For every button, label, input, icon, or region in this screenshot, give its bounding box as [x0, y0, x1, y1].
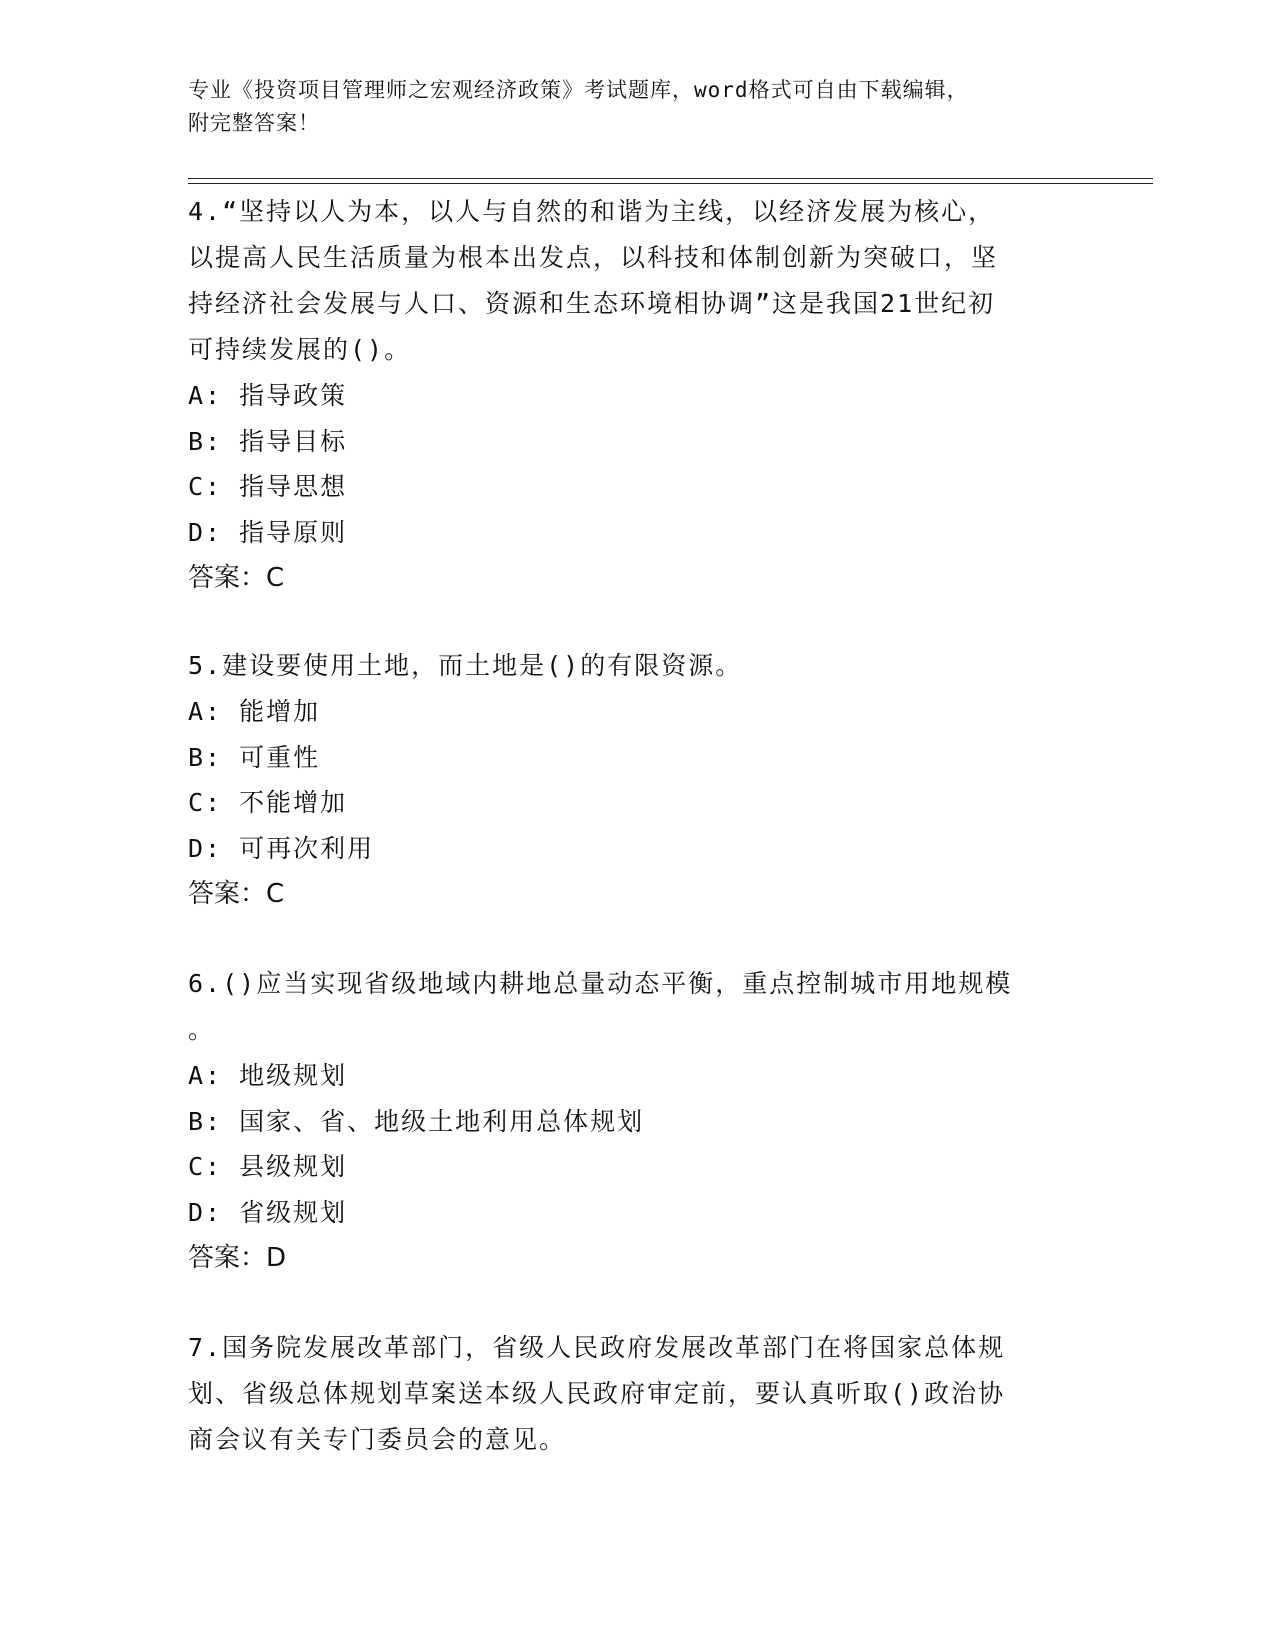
stem-line: 5.建设要使用土地，而土地是()的有限资源。: [188, 651, 743, 680]
answer: 答案：C: [188, 563, 285, 593]
option-c: C: 指导思想: [188, 472, 348, 501]
stem-line: 以提高人民生活质量为根本出发点，以科技和体制创新为突破口，坚: [188, 243, 999, 272]
divider-bottom: [188, 183, 1153, 184]
option-b: B: 指导目标: [188, 426, 348, 456]
stem-line: 持经济社会发展与人口、资源和生态环境相协调”这是我国21世纪初: [188, 289, 996, 318]
option-a: A: 能增加: [188, 697, 321, 726]
option-b: B: 可重性: [188, 742, 321, 772]
header-note-line: 专业《投资项目管理师之宏观经济政策》考试题库，word格式可自由下载编辑，: [188, 78, 969, 102]
stem-line: 6.()应当实现省级地域内耕地总量动态平衡，重点控制城市用地规模: [188, 969, 1013, 998]
question-stem: [188, 643, 1088, 689]
option-b: B: 国家、省、地级土地利用总体规划: [188, 1106, 645, 1136]
option-c: C: 不能增加: [188, 788, 348, 817]
stem-line: 7.国务院发展改革部门，省级人民政府发展改革部门在将国家总体规: [188, 1333, 1006, 1362]
header-note-line: 附完整答案！: [188, 111, 320, 135]
option-d: D: 省级规划: [188, 1197, 348, 1227]
question-7: [188, 1325, 1088, 1463]
question-6: [188, 961, 1088, 1281]
question-4: [188, 189, 1088, 601]
answer: 答案：C: [188, 879, 285, 909]
question-stem: [188, 1325, 1088, 1463]
option-c: C: 县级规划: [188, 1152, 348, 1181]
answer: 答案：D: [188, 1243, 287, 1273]
question-stem: [188, 961, 1088, 1053]
stem-line: 划、省级总体规划草案送本级人民政府审定前，要认真听取()政治协: [188, 1379, 1006, 1408]
question-stem: [188, 189, 1088, 373]
option-d: D: 指导原则: [188, 517, 348, 547]
option-a: A: 指导政策: [188, 381, 348, 410]
stem-line: 可持续发展的()。: [188, 335, 412, 364]
header-note: [188, 74, 1068, 140]
divider-top: [188, 178, 1153, 179]
question-5: [188, 643, 1088, 917]
stem-line: 4.“坚持以人为本，以人与自然的和谐为主线，以经济发展为核心，: [188, 197, 996, 226]
option-d: D: 可再次利用: [188, 833, 375, 863]
stem-line: 商会议有关专门委员会的意见。: [188, 1425, 567, 1454]
option-a: A: 地级规划: [188, 1061, 348, 1090]
stem-line: 。: [188, 1015, 216, 1044]
